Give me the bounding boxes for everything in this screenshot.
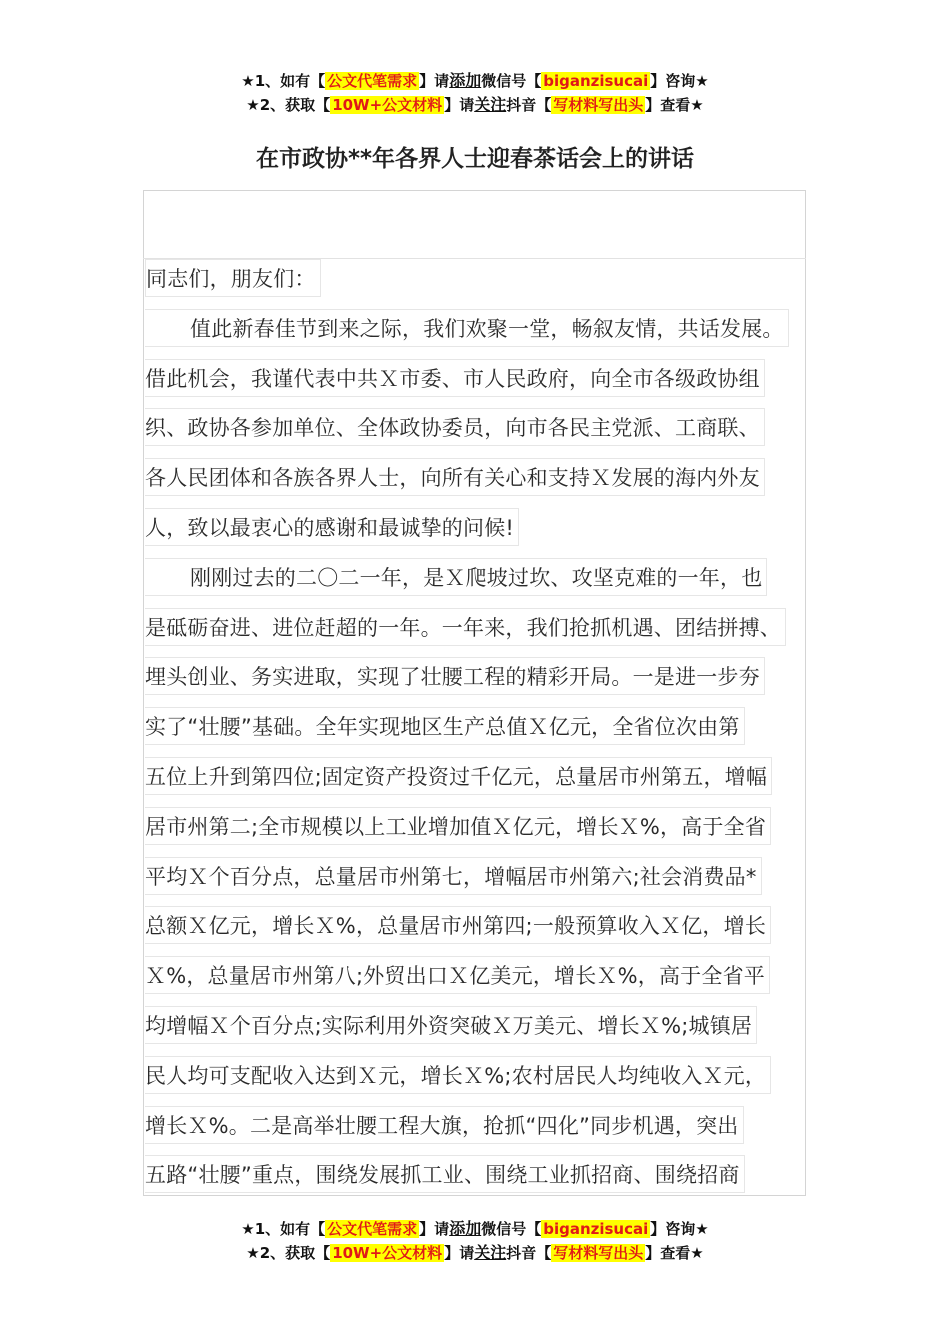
body-text-line: 均增幅Ｘ个百分点;实际利用外资突破Ｘ万美元、增长Ｘ%;城镇居 <box>145 1006 757 1044</box>
promo-line-2-footer <box>0 1242 950 1264</box>
promo-highlight: 10W+公文材料 <box>332 1244 443 1262</box>
body-text-line: 同志们，朋友们： <box>145 259 321 297</box>
body-text-line: 五路“壮腰”重点，围绕发展抓工业、围绕工业抓招商、围绕招商 <box>145 1155 745 1193</box>
promo-highlight: biganzisucai <box>543 72 649 90</box>
promo-line-2 <box>0 94 950 116</box>
body-text-line: 增长Ｘ%。二是高举壮腰工程大旗，抢抓“四化”同步机遇，突出 <box>145 1106 744 1144</box>
body-text-line: 总额Ｘ亿元，增长Ｘ%，总量居市州第四;一般预算收入Ｘ亿，增长 <box>145 906 771 944</box>
promo-text: 微信号【 <box>481 72 542 90</box>
promo-text: 微信号【 <box>481 1220 542 1238</box>
promo-highlight: 公文代笔需求 <box>327 1220 418 1238</box>
document-title: 在市政协**年各界人士迎春茶话会上的讲话 <box>255 146 695 172</box>
body-text-line: 值此新春佳节到来之际，我们欢聚一堂，畅叙友情，共话发展。 <box>145 309 789 347</box>
promo-highlight: 写材料写出头 <box>553 1244 644 1262</box>
body-text-line: 各人民团体和各族各界人士，向所有关心和支持Ｘ发展的海内外友 <box>145 458 765 496</box>
promo-text: 抖音【 <box>506 96 552 114</box>
promo-text: 】请 <box>419 72 450 90</box>
body-text-line: 是砥砺奋进、进位赶超的一年。一年来，我们抢抓机遇、团结拼搏、 <box>145 608 786 646</box>
promo-text: 】请 <box>444 1244 475 1262</box>
promo-text: 关注 <box>474 95 507 114</box>
promo-highlight: 公文代笔需求 <box>327 72 418 90</box>
promo-line-1 <box>0 70 950 92</box>
body-text-line: 人，致以最衷心的感谢和最诚挚的问候! <box>145 508 519 546</box>
promo-text: ★2、获取【 <box>246 96 331 114</box>
promo-text: 】咨询★ <box>650 72 709 90</box>
body-text-line: 民人均可支配收入达到Ｘ元，增长Ｘ%;农村居民人均纯收入Ｘ元， <box>145 1056 771 1094</box>
promo-text: 】咨询★ <box>650 1220 709 1238</box>
promo-text: 】请 <box>419 1220 450 1238</box>
promo-text: 】查看★ <box>645 1244 704 1262</box>
promo-text: 抖音【 <box>506 1244 552 1262</box>
promo-highlight: 10W+公文材料 <box>332 96 443 114</box>
promo-line-1-footer <box>0 1218 950 1240</box>
body-text-line: 借此机会，我谨代表中共Ｘ市委、市人民政府，向全市各级政协组 <box>145 359 765 397</box>
promo-text: ★2、获取【 <box>246 1244 331 1262</box>
promo-text: ★1、如有【 <box>241 1220 326 1238</box>
promo-highlight: 写材料写出头 <box>553 96 644 114</box>
promo-text: 】请 <box>444 96 475 114</box>
body-text-line: 五位上升到第四位;固定资产投资过千亿元，总量居市州第五，增幅 <box>145 757 772 795</box>
promo-text: 添加 <box>449 71 482 90</box>
body-text-line: 织、政协各参加单位、全体政协委员，向市各民主党派、工商联、 <box>145 408 765 446</box>
body-text-line: 埋头创业、务实进取，实现了壮腰工程的精彩开局。一是进一步夯 <box>145 657 765 695</box>
body-text-line: 实了“壮腰”基础。全年实现地区生产总值Ｘ亿元，全省位次由第 <box>145 707 745 745</box>
promo-highlight: biganzisucai <box>543 1220 649 1238</box>
promo-text: 关注 <box>474 1243 507 1262</box>
body-text-line: Ｘ%，总量居市州第八;外贸出口Ｘ亿美元，增长Ｘ%，高于全省平 <box>145 956 770 994</box>
body-text-line: 刚刚过去的二〇二一年，是Ｘ爬坡过坎、攻坚克难的一年，也 <box>145 558 767 596</box>
promo-text: ★1、如有【 <box>241 72 326 90</box>
promo-text: 添加 <box>449 1219 482 1238</box>
body-text-line: 居市州第二;全市规模以上工业增加值Ｘ亿元，增长Ｘ%，高于全省 <box>145 807 771 845</box>
body-text-line: 平均Ｘ个百分点，总量居市州第七，增幅居市州第六;社会消费品* <box>145 857 762 895</box>
promo-text: 】查看★ <box>645 96 704 114</box>
